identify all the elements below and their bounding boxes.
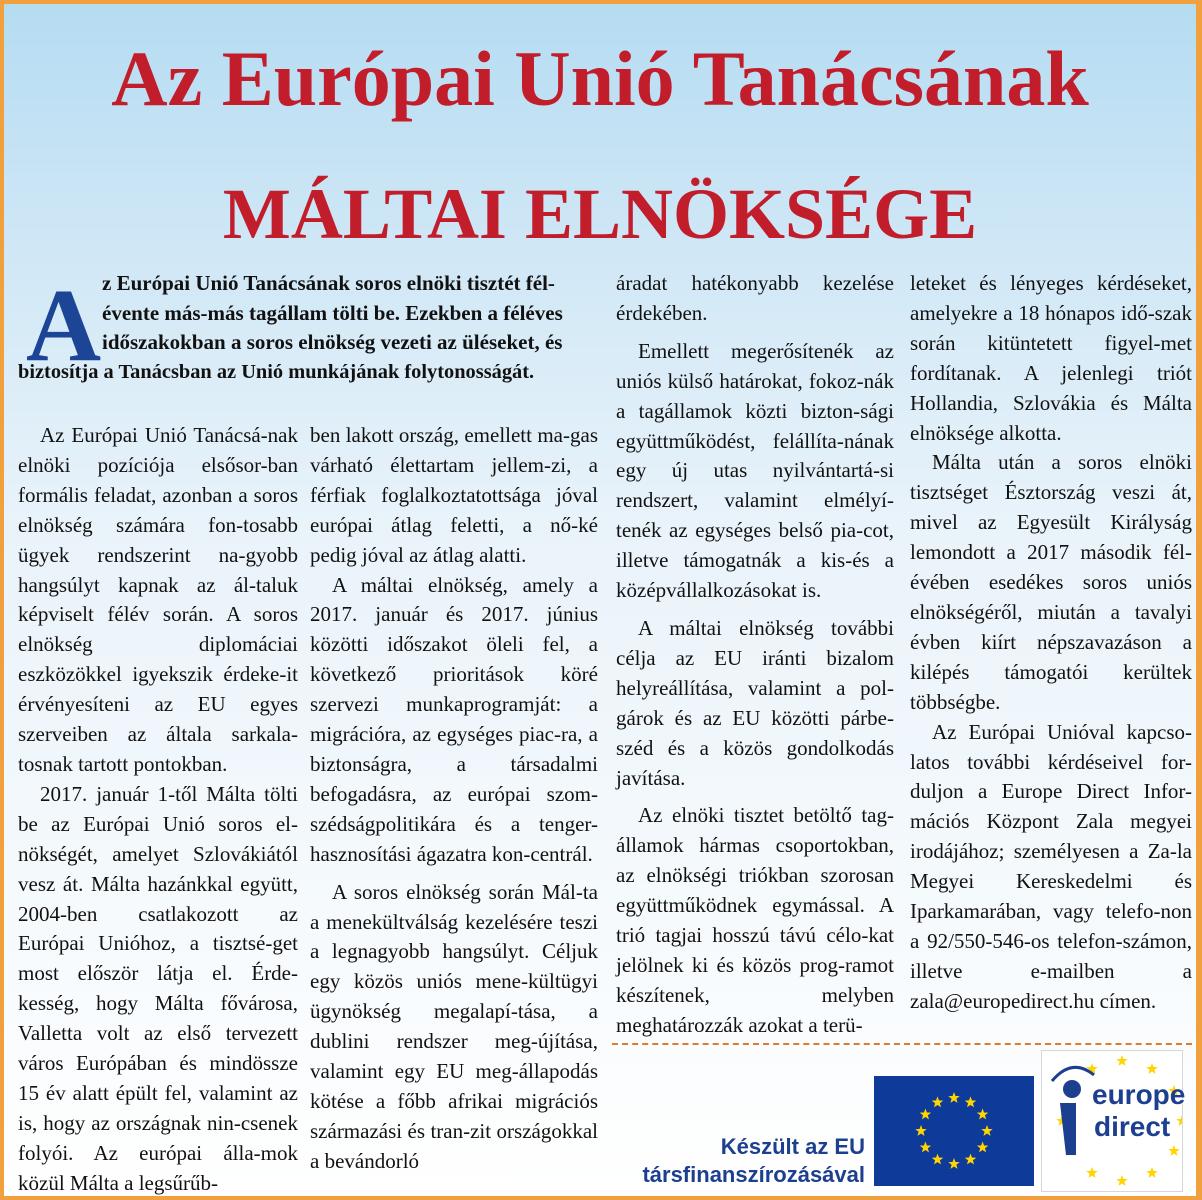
star-icon [932, 1096, 943, 1107]
article-column-3 [616, 269, 894, 1041]
eu-stars-icon [874, 1076, 1034, 1186]
headline-line-2 [4, 164, 1196, 264]
body-paragraph: ben lakott ország, emellett ma-gas várható élettartam jellem-zi, a férfiak foglalkoztatottsága jóval európai átlag feletti, a nő-ké pedig jóval az átlag alatti. [310, 423, 598, 567]
article-column-1 [18, 421, 298, 1196]
star-icon [1176, 1115, 1182, 1126]
star-icon [915, 1125, 926, 1136]
eu-flag-logo [874, 1076, 1034, 1186]
body-paragraph: A soros elnökség során Mál-ta a menekültválság kezelésére teszi a legnagyobb hangsúlyt. Céljuk egy közös uniós mene-kültügyi ügynökség megalapí-tása, a dublini rendszer meg-újítása, valamint egy EU meg-állapodás kötése a főbb afrikai migrációs származási és tran-zit országokkal a bevándorló [310, 879, 598, 1173]
body-paragraph: leteket és lényeges kérdéseket, amelyekre a 18 hónapos idő-szak során kitüntetett figyel-met fordítanak. A jelenlegi triót Hollandia, Szlovákia és Málta elnöksége alkotta. [910, 271, 1192, 445]
star-icon [965, 1154, 976, 1165]
funding-line-2: társfinanszírozásával [642, 1162, 865, 1187]
star-icon [948, 1092, 959, 1103]
star-icon [977, 1109, 988, 1120]
headline-text-1: Az Európai Unió Tanácsának [111, 35, 1089, 122]
body-paragraph: A máltai elnökség további célja az EU iránti bizalom helyreállítása, valamint a pol-gárok és az EU közötti párbe-széd és a közös gondolkodás javítása. [616, 615, 894, 790]
star-icon [965, 1096, 976, 1107]
body-paragraph: Emellett megerősítenék az uniós külső határokat, fokoz-nák a tagállamok közti bizton-sági együttműködést, felállíta-nának egy új utas nyilvántartá-si rendszert, valamint elmélyí-tenék az egységes belső pia-cot, illetve támogatnák a kis-és a középvállalkozásokat is. [616, 338, 894, 603]
star-icon [981, 1125, 992, 1136]
star-icon [920, 1142, 931, 1153]
body-paragraph: Az elnöki tisztet betöltő tag-államok hármas csoportokban, az elnökségi triókban szorosan együttműködnek egymással. A trió tagjai hosszú távú célo-kat jelölnek ki és közös prog-ramot készítenek, melyben meghatározzák azokat a terü- [616, 803, 894, 1037]
star-icon [1116, 1175, 1127, 1186]
star-icon [932, 1154, 943, 1165]
footer-divider [612, 1043, 1192, 1045]
body-paragraph: Málta után a soros elnöki tisztséget Észtország veszi át, mivel az Egyesült Királyság lemondott a 2017 második fél-évében esedékes soros uniós elnökségéről, miután a tavalyi évben kiírt népszavazáson a kilépés támogatói kerültek többségbe. [910, 450, 1192, 714]
body-paragraph: Az Európai Unióval kapcso-latos további kérdéseivel for-duljon a Europe Direct Infor-mációs Központ Zala megyei irodájához; személyesen a Za-la Megyei Kereskedelmi és Iparkamarában, vagy telefo-non a 92/550-546-os telefon-számon, illetve e-mailben a zala@europedirect.hu címen. [910, 719, 1192, 1013]
funding-notice [612, 1072, 877, 1187]
star-icon [1146, 1063, 1157, 1074]
star-icon [1086, 1167, 1097, 1178]
body-paragraph: A máltai elnökség, amely a 2017. január és 2017. június közötti időszakot öleli fel, a következő prioritások köré szervezi munkaprogramját: a migrációra, az egységes piac-ra, a biztonságra, a társadalmi befogadásra, az európai szom-szédságpolitikára és a tenger-hasznosítási ágazatra kon-centrál. [310, 572, 598, 866]
article-column-4 [910, 269, 1192, 1017]
drop-cap: A [26, 268, 102, 383]
body-paragraph: 2017. január 1-től Málta tölti be az Európai Unió soros el-nökségét, amelyet Szlovákiától vesz át. Málta hazánkkal együtt, 2004-ben csatlakozott az Európai Unióhoz, a tisztsé-get most először látja el. Érde-kesség, hogy Málta fővárosa, Valletta volt az első tervezett város Európában és mindössze 15 év alatt épült fel, valamint az is, hogy az országnak nin-csenek folyói. Az európai álla-mok közül Málta a legsűrűb- [18, 781, 298, 1195]
headline-line-1 [4, 24, 1196, 134]
article-column-2 [310, 421, 598, 1177]
star-icon [1168, 1145, 1179, 1156]
logo-word-europe: europe [1092, 1079, 1186, 1110]
star-icon [1116, 1055, 1127, 1066]
star-icon [1146, 1167, 1157, 1178]
lead-line: z Európai Unió Tanácsának soros elnöki tisztét fél- [102, 271, 555, 295]
lead-line: biztosítja a Tanácsban az Unió munkájának folytonosságát. [18, 360, 535, 383]
star-icon [977, 1142, 988, 1153]
logo-word-direct: direct [1094, 1111, 1171, 1142]
headline-text-2: MÁLTAI ELNÖKSÉGE [222, 174, 978, 254]
lead-paragraph [18, 269, 591, 387]
lead-line: időszakokban a soros elnökség vezeti az üléseket, és [102, 330, 563, 355]
body-paragraph: Az Európai Unió Tanácsá-nak elnöki pozíciója elsősor-ban formális feladat, azonban a soros elnökség számára fon-tosabb ügyek rendszerint na-gyobb hangsúlyt kapnak az ál-taluk képviselt félév során. A soros elnökség diplomáciai eszközökkel igyekszik érdeke-it érvényesíteni az EU egyes szerveiben az általa sarkala-tosnak tartott pontokban. [18, 423, 298, 776]
funding-line-1: Készült az EU [720, 1134, 865, 1159]
europe-direct-logo [1041, 1050, 1186, 1192]
newspaper-page [4, 4, 1196, 1196]
star-icon [948, 1158, 959, 1169]
body-paragraph: áradat hatékonyabb kezelése érdekében. [616, 271, 894, 325]
star-icon [920, 1109, 931, 1120]
lead-line: évente más-más tagállam tölti be. Ezekben a féléves [102, 300, 563, 325]
